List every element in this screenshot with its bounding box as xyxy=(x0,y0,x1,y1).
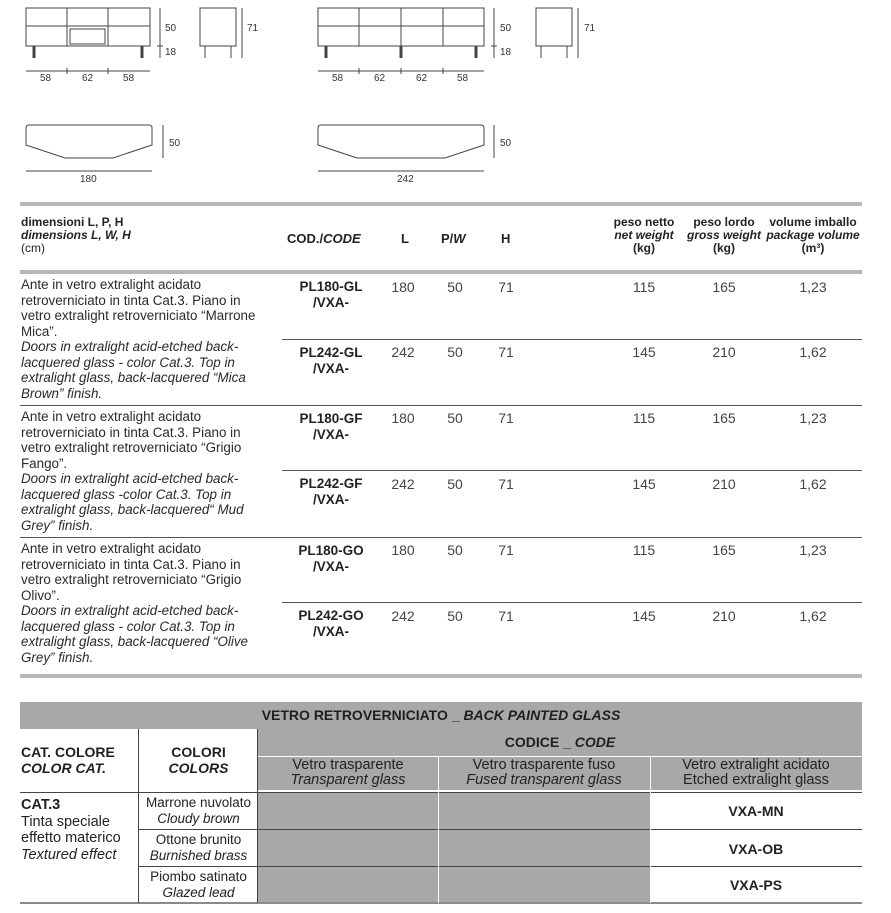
code-line-2: /VXA- xyxy=(312,295,349,310)
cell-gross-weight: 165 xyxy=(712,542,736,558)
cell-w: 50 xyxy=(447,476,463,492)
grid-line xyxy=(650,756,651,903)
large-width-2: 62 xyxy=(374,73,386,84)
subheader-fused-it: Vetro trasparente fuso xyxy=(472,757,616,773)
subheader-extralight xyxy=(650,758,862,788)
category-cell xyxy=(21,797,137,863)
product-code xyxy=(286,411,376,443)
small-front-view xyxy=(26,8,163,74)
cell-l: 180 xyxy=(391,279,415,295)
group-desc-en: Doors in extralight acid-etched back-lacquered glass - color Cat.3. Top in extralight glass, back-lacquered “Mica Brown” finish. xyxy=(21,339,246,401)
glass-title-en: BACK PAINTED GLASS xyxy=(463,707,621,723)
color-name xyxy=(139,795,258,827)
cell-net-weight: 115 xyxy=(632,410,656,426)
table-top-rule xyxy=(20,202,862,206)
large-front-height: 50 xyxy=(500,23,512,34)
grid-line xyxy=(20,792,862,793)
unavailable-cells xyxy=(258,792,650,902)
cell-l: 180 xyxy=(391,410,415,426)
code-line-1: PL242-GF xyxy=(299,476,363,491)
header-code-en: CODE xyxy=(323,231,361,246)
group-divider xyxy=(20,405,862,406)
cell-w: 50 xyxy=(447,410,463,426)
cell-h: 71 xyxy=(498,476,514,492)
cell-l: 242 xyxy=(391,476,415,492)
header-gross-unit: (kg) xyxy=(713,241,735,255)
small-width-3: 58 xyxy=(123,73,135,84)
cell-h: 71 xyxy=(498,344,514,360)
cell-volume: 1,23 xyxy=(799,542,827,558)
cell-net-weight: 145 xyxy=(632,476,656,492)
cell-l: 242 xyxy=(391,344,415,360)
large-top-depth: 50 xyxy=(500,138,512,149)
code-line-2: /VXA- xyxy=(312,624,349,639)
cell-net-weight: 115 xyxy=(632,542,656,558)
cell-w: 50 xyxy=(447,542,463,558)
color-name xyxy=(139,869,258,901)
cell-l: 242 xyxy=(391,608,415,624)
subheader-fused xyxy=(438,758,650,788)
subheader-transparent xyxy=(258,758,438,788)
small-front-height: 50 xyxy=(165,23,177,34)
large-width-3: 62 xyxy=(416,73,428,84)
product-code xyxy=(286,345,376,377)
cell-w: 50 xyxy=(447,279,463,295)
header-code-it: COD./ xyxy=(287,231,324,246)
color-name-en: Glazed lead xyxy=(162,885,235,900)
cat-header-it: CAT. COLORE xyxy=(21,744,115,760)
header-pw-en: W xyxy=(453,231,466,246)
cell-l: 180 xyxy=(391,542,415,558)
group-desc-it: Ante in vetro extralight acidato retroverniciato in tinta Cat.3. Piano in vetro extralight retroverniciato “Marrone Mica”. xyxy=(21,277,256,339)
color-name-it: Ottone brunito xyxy=(155,832,242,847)
cell-volume: 1,62 xyxy=(799,608,827,624)
grid-bottom-line xyxy=(20,902,862,904)
large-side-height: 71 xyxy=(584,23,596,34)
cell-w: 50 xyxy=(447,608,463,624)
table-bottom-rule xyxy=(20,674,862,678)
color-name-en: Cloudy brown xyxy=(157,811,240,826)
code-line-2: /VXA- xyxy=(312,492,349,507)
large-top-view xyxy=(318,125,494,171)
subheader-transparent-it: Vetro trasparente xyxy=(292,757,404,773)
small-top-length: 180 xyxy=(80,174,97,185)
header-l: L xyxy=(401,231,409,246)
cell-gross-weight: 210 xyxy=(712,344,736,360)
grid-line xyxy=(139,866,862,867)
cell-h: 71 xyxy=(498,608,514,624)
colors-header-it: COLORI xyxy=(171,744,226,760)
header-vol-unit: (m³) xyxy=(801,241,825,255)
small-front-legs: 18 xyxy=(165,47,177,58)
cell-net-weight: 145 xyxy=(632,608,656,624)
header-pw xyxy=(441,232,466,245)
cell-w: 50 xyxy=(447,344,463,360)
cell-gross-weight: 210 xyxy=(712,476,736,492)
header-package-volume xyxy=(764,216,862,255)
small-side-height: 71 xyxy=(247,23,259,34)
large-front-legs: 18 xyxy=(500,47,512,58)
header-net-en: net weight xyxy=(614,228,674,242)
group-description xyxy=(21,277,271,401)
header-gross-it: peso lordo xyxy=(693,215,755,229)
cell-volume: 1,62 xyxy=(799,476,827,492)
row-divider xyxy=(282,602,862,603)
category-desc-en: Textured effect xyxy=(21,846,117,863)
header-bottom-rule xyxy=(20,270,862,274)
glass-title-it: VETRO RETROVERNICIATO _ xyxy=(261,707,464,723)
header-vol-en: package volume xyxy=(766,228,860,242)
technical-drawings xyxy=(0,0,891,200)
code-header-it: CODICE _ xyxy=(504,734,575,750)
product-code xyxy=(286,279,376,311)
grid-line xyxy=(438,756,439,903)
product-code xyxy=(286,476,376,508)
small-width-2: 62 xyxy=(82,73,94,84)
color-code: VXA-MN xyxy=(728,803,784,819)
code-line-2: /VXA- xyxy=(312,361,349,376)
large-side-view xyxy=(536,8,578,58)
code-line-1: PL242-GO xyxy=(298,608,364,623)
cell-h: 71 xyxy=(498,410,514,426)
header-net-it: peso netto xyxy=(613,215,675,229)
large-width-4: 58 xyxy=(457,73,469,84)
category-desc-it: Tinta speciale effetto materico xyxy=(21,813,121,846)
group-desc-it: Ante in vetro extralight acidato retroverniciato in tinta Cat.3. Piano in vetro extralight retroverniciato “Grigio Olivo”. xyxy=(21,541,242,603)
row-divider xyxy=(282,339,862,340)
color-name-it: Piombo satinato xyxy=(150,869,247,884)
cell-volume: 1,23 xyxy=(799,279,827,295)
small-width-1: 58 xyxy=(40,73,52,84)
code-line-1: PL180-GF xyxy=(299,411,363,426)
header-dim-en: dimensions L, W, H xyxy=(21,228,131,242)
grid-line xyxy=(258,756,862,757)
code-line-1: PL180-GO xyxy=(298,543,364,558)
cat-header xyxy=(21,744,139,776)
cell-gross-weight: 165 xyxy=(712,410,736,426)
header-net-unit: (kg) xyxy=(633,241,655,255)
small-side-view xyxy=(200,8,242,58)
color-name-en: Burnished brass xyxy=(149,848,248,863)
cell-net-weight: 115 xyxy=(632,279,656,295)
subheader-transparent-en: Transparent glass xyxy=(290,772,406,788)
category-name: CAT.3 xyxy=(21,797,61,813)
header-dim-unit: (cm) xyxy=(21,241,45,255)
group-desc-en: Doors in extralight acid-etched back-lacquered glass -color Cat.3. Top in extralight glass, back-lacquered“ Mud Grey” finish. xyxy=(21,471,244,533)
color-name-it: Marrone nuvolato xyxy=(145,795,252,810)
colors-header-en: COLORS xyxy=(168,760,229,776)
code-line-2: /VXA- xyxy=(312,427,349,442)
header-gross-weight xyxy=(683,216,765,255)
header-vol-it: volume imballo xyxy=(769,215,857,229)
color-code: VXA-OB xyxy=(728,841,784,857)
colors-header xyxy=(139,744,258,776)
group-desc-en: Doors in extralight acid-etched back-lacquered glass - color Cat.3. Top in extralight glass, back-lacquered “Olive Grey” finish. xyxy=(21,603,249,665)
glass-table-title xyxy=(20,702,862,729)
product-code xyxy=(286,608,376,640)
cell-net-weight: 145 xyxy=(632,344,656,360)
cell-gross-weight: 165 xyxy=(712,279,736,295)
code-line-1: PL180-GL xyxy=(299,279,363,294)
cat-header-en: COLOR CAT. xyxy=(21,760,107,776)
code-header-en: CODE xyxy=(574,734,616,750)
cell-volume: 1,62 xyxy=(799,344,827,360)
subheader-extralight-en: Etched extralight glass xyxy=(683,772,829,788)
cell-h: 71 xyxy=(498,542,514,558)
group-description xyxy=(21,409,271,533)
cell-volume: 1,23 xyxy=(799,410,827,426)
header-pw-it: P/ xyxy=(441,231,454,246)
code-line-1: PL242-GL xyxy=(299,345,363,360)
small-top-view xyxy=(26,125,163,171)
row-divider xyxy=(282,470,862,471)
color-code: VXA-PS xyxy=(729,877,783,893)
code-header xyxy=(258,729,862,756)
grid-line xyxy=(138,729,139,903)
group-desc-it: Ante in vetro extralight acidato retroverniciato in tinta Cat.3. Piano in vetro extralight retroverniciato “Grigio Fango”. xyxy=(21,409,242,471)
header-code xyxy=(287,232,361,245)
large-front-view xyxy=(318,8,497,74)
large-width-1: 58 xyxy=(332,73,344,84)
group-divider xyxy=(20,537,862,538)
color-name xyxy=(139,832,258,864)
header-h: H xyxy=(501,231,511,246)
grid-line xyxy=(139,829,862,830)
small-top-depth: 50 xyxy=(169,138,181,149)
product-code xyxy=(286,543,376,575)
code-line-2: /VXA- xyxy=(312,559,349,574)
group-description xyxy=(21,541,271,665)
header-net-weight xyxy=(604,216,684,255)
header-dim-it: dimensioni L, P, H xyxy=(21,215,124,229)
cell-gross-weight: 210 xyxy=(712,608,736,624)
header-dimensions xyxy=(21,216,221,255)
cell-h: 71 xyxy=(498,279,514,295)
subheader-fused-en: Fused transparent glass xyxy=(466,772,622,788)
large-top-length: 242 xyxy=(397,174,414,185)
header-gross-en: gross weight xyxy=(686,228,761,242)
subheader-extralight-it: Vetro extralight acidato xyxy=(682,757,830,773)
